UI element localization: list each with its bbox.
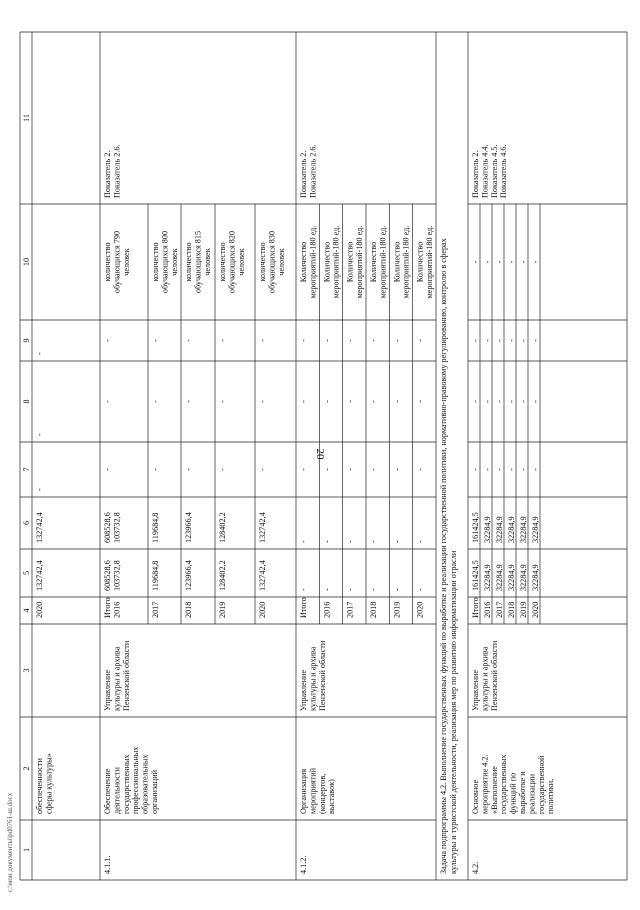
row-411-c10: обучающихся 820 — [227, 230, 237, 294]
row-412-year: 2018 — [369, 601, 378, 618]
row-42-c9: - — [519, 339, 528, 342]
row-411-number: 4.1.1. — [103, 855, 112, 874]
row-412-c8: - — [369, 400, 378, 403]
row-412-c9: - — [392, 339, 402, 342]
row-42-name: Основное — [471, 779, 480, 814]
row-412-executor: Управление — [299, 669, 308, 711]
row-411-c9: - — [103, 339, 112, 342]
row-411-c10: человек — [169, 248, 179, 276]
row-412-c8: - — [322, 400, 332, 403]
row-411-executor: Управление — [103, 669, 112, 711]
row-42-c10: - — [495, 260, 504, 264]
row-42-c5: 161424,5 — [471, 560, 480, 591]
row-412-year: 2019 — [392, 601, 402, 618]
row-411-c10: обучающихся 815 — [193, 230, 203, 294]
row-412-c10: Количество — [369, 241, 378, 283]
row-412-c6: - — [392, 540, 402, 543]
row-411-c10: количество — [258, 242, 267, 282]
row0-c6: 132742,4 — [35, 512, 44, 543]
row-412-c10: мероприятий-180 ед. — [355, 225, 365, 299]
row-42-name: государственных — [499, 754, 509, 814]
row-411-c5: 608528,6 — [103, 560, 112, 591]
row-411-c10: человек — [236, 248, 246, 276]
row-42-c8: - — [507, 400, 516, 403]
row-412-c5: - — [345, 588, 355, 591]
row-411-name: образовательных — [140, 754, 150, 814]
row-412-c10: мероприятий-180 ед. — [308, 225, 318, 299]
task-42-heading: культуры и туристской деятельности, реализация мер по развитию информатизации отрасли — [449, 550, 458, 874]
row-411-executor: Пензенской области — [121, 640, 131, 711]
row-411-c10: обучающихся 830 — [267, 230, 277, 294]
row-412-c9: - — [345, 339, 355, 342]
row-42-c10: - — [519, 260, 528, 264]
row-412-c5: - — [299, 588, 308, 591]
header-col-9: 9 — [22, 338, 31, 343]
row-411-indicators: Показатель 2. — [103, 150, 112, 198]
row0-c5: 132742,4 — [35, 560, 44, 591]
row-411-c5: 103732,8 — [112, 560, 122, 591]
row-411-c10: человек — [121, 248, 131, 276]
header-col-11: 11 — [22, 114, 31, 122]
row-42-c8: - — [519, 400, 528, 403]
row-42-name: «Выполнение — [489, 766, 499, 814]
row-42-year: 2018 — [507, 601, 516, 618]
row-411-c10: обучающихся 790 — [112, 230, 122, 294]
row-42-c8: - — [483, 400, 492, 403]
row-411-c7: - — [184, 468, 193, 471]
row-411-c9: - — [184, 339, 193, 342]
row-411-c8: - — [218, 400, 227, 403]
header-col-4: 4 — [22, 608, 31, 613]
row-42-c7: - — [519, 468, 528, 471]
row-412-c10: Количество — [299, 241, 308, 283]
row-42-year: 2016 — [483, 601, 492, 618]
header-col-8: 8 — [22, 399, 31, 404]
row-42-c6: 32284,9 — [519, 516, 528, 543]
row-42-name: мероприятие 4.2. — [480, 754, 490, 814]
row-412-c8: - — [345, 400, 355, 403]
row-412-c7: - — [322, 468, 332, 471]
row0-name: сферы культуры» — [44, 753, 54, 814]
row-412-name: выставок) — [327, 779, 337, 814]
row-411-c10: количество — [184, 242, 193, 282]
row-412-name: мероприятий — [308, 768, 318, 814]
row-412-year: 2016 — [322, 601, 332, 618]
header-col-10: 10 — [22, 257, 31, 267]
row0-c7: - — [35, 488, 44, 491]
row-42-c10: - — [507, 260, 516, 264]
row-42-c10: - — [471, 260, 480, 264]
row-411-c10: количество — [151, 242, 160, 282]
row-411-name: Обеспечение — [103, 768, 112, 814]
row-412-c7: - — [369, 468, 378, 471]
row-412-c7: - — [415, 468, 425, 471]
row-411-c6: 128402,2 — [218, 512, 227, 543]
row-412-c10: Количество — [415, 241, 425, 283]
row-411-year: 2019 — [218, 601, 227, 618]
row-411-c10: человек — [276, 248, 286, 276]
row-42-c6: 32284,9 — [483, 516, 492, 543]
row-412-c9: - — [322, 339, 332, 342]
row-412-c5: - — [322, 588, 332, 591]
row-42-c8: - — [531, 400, 540, 403]
page-number: 20 — [314, 448, 326, 460]
row-411-name: государственных — [121, 754, 131, 814]
row-411-c9: - — [258, 339, 267, 342]
row-42-year: 2020 — [531, 601, 540, 618]
row-42-c5: 32284,9 — [507, 564, 516, 591]
row-42-indicators: Показатель 4.4. — [480, 144, 490, 198]
row-412-c10: Количество — [322, 241, 332, 283]
row-412-indicators: Показатель 2. — [299, 150, 308, 198]
row-42-c5: 32284,9 — [531, 564, 540, 591]
row-42-name: функций по — [508, 772, 518, 814]
row-42-name: политики, — [546, 778, 556, 814]
row-412-c6: - — [299, 540, 308, 543]
row-42-name: выработке и — [518, 771, 527, 814]
row-42-c5: 32284,9 — [483, 564, 492, 591]
header-col-7: 7 — [22, 467, 31, 472]
row-411-year: 2016 — [112, 601, 122, 618]
row-42-c6: 161424,5 — [471, 512, 480, 543]
row-412-c10: мероприятий-180 ед. — [331, 225, 341, 299]
row-411-c6: 123966,4 — [184, 512, 193, 543]
row-412-c5: - — [392, 588, 402, 591]
row-412-name: (концертов, — [317, 773, 327, 814]
row-412-year: 2017 — [345, 601, 355, 618]
row-412-c10: Количество — [345, 241, 355, 283]
row-411-c7: - — [258, 468, 267, 471]
header-col-2: 2 — [22, 766, 31, 771]
row-411-c6: 608528,6 — [103, 512, 112, 543]
row-411-c10: человек — [202, 248, 212, 276]
row-42-c8: - — [471, 400, 480, 403]
row0-year: 2020 — [35, 601, 44, 618]
row-412-executor: Пензенской области — [317, 640, 327, 711]
row-412-c9: - — [369, 339, 378, 342]
row-411-c5: 119684,8 — [151, 560, 160, 591]
row-412-c5: - — [369, 588, 378, 591]
row-42-c6: 32284,9 — [531, 516, 540, 543]
row-42-year: 2019 — [519, 601, 528, 618]
header-col-6: 6 — [22, 520, 31, 526]
row0-name: обеспеченности — [35, 758, 44, 814]
row-42-c10: - — [483, 260, 492, 264]
row-412-c6: - — [369, 540, 378, 543]
row-42-name: реализации — [527, 773, 537, 814]
row-412-number: 4.1.2. — [299, 855, 308, 874]
row-412-c6: - — [322, 540, 332, 543]
row-42-c7: - — [531, 468, 540, 471]
row-42-c7: - — [483, 468, 492, 471]
row-411-c10: количество — [218, 242, 227, 282]
row-411-c5: 132742,4 — [258, 560, 267, 591]
row-411-c5: 128402,2 — [218, 560, 227, 591]
row-412-c9: - — [299, 339, 308, 342]
row-411-c8: - — [258, 400, 267, 403]
row-42-c5: 32284,9 — [519, 564, 528, 591]
row-411-c6: 132742,4 — [258, 512, 267, 543]
header-col-5: 5 — [22, 570, 31, 576]
row-42-indicators: Показатель 4.6. — [499, 144, 509, 198]
row-42-c6: 32284,9 — [507, 516, 516, 543]
row-412-c6: - — [415, 540, 425, 543]
row-42-executor: Пензенской области — [489, 640, 499, 711]
footer-file-path: c:\мои документы\pd0761-ш.docx — [6, 792, 14, 892]
row-411-name: организаций — [150, 770, 159, 814]
row-412-c5: - — [415, 588, 425, 591]
row-412-year: Итого — [299, 597, 308, 618]
row-42-c7: - — [507, 468, 516, 471]
row-42-indicators: Показатель 2. — [471, 150, 480, 198]
row-411-c9: - — [218, 339, 227, 342]
row-42-c9: - — [471, 339, 480, 342]
row-412-c7: - — [299, 468, 308, 471]
row-411-year: 2017 — [151, 601, 160, 618]
row-411-year: 2018 — [184, 601, 193, 618]
row-42-c10: - — [531, 260, 540, 264]
row-412-c10: Количество — [392, 241, 402, 283]
row-411-c6: 119684,8 — [151, 512, 160, 543]
header-col-1: 1 — [22, 847, 31, 853]
row-42-c7: - — [495, 468, 504, 471]
row-411-c8: - — [103, 400, 112, 403]
row-42-year: Итого — [471, 597, 480, 618]
row-412-c6: - — [345, 540, 355, 543]
row-412-name: Организация — [299, 768, 308, 814]
row-411-c7: - — [151, 468, 160, 471]
row-412-year: 2020 — [415, 601, 425, 618]
row-412-c8: - — [392, 400, 402, 403]
row-42-c6: 32284,9 — [495, 516, 504, 543]
row-411-c9: - — [151, 339, 160, 342]
row-412-c10: мероприятий-180 ед. — [401, 225, 411, 299]
row-42-executor: культуры и архива — [480, 646, 490, 711]
row-42-indicators: Показатель 4.5. — [489, 144, 499, 198]
row-411-executor: культуры и архива — [112, 646, 122, 711]
row-411-year: 2020 — [258, 601, 267, 618]
row-412-indicators: Показатель 2.6. — [308, 144, 318, 198]
row-411-year: Итого — [103, 597, 112, 618]
row-411-c8: - — [184, 400, 193, 403]
header-col-3: 3 — [22, 668, 31, 673]
row-411-c10: количество — [103, 242, 112, 282]
row-411-c8: - — [151, 400, 160, 403]
row-412-executor: культуры и архива — [308, 646, 318, 711]
row-412-c10: мероприятий-180 ед. — [378, 225, 388, 299]
task-42-heading: Задача подпрограммы 4.2. Выполнение государственных функций по выработке и реализации государственной политики, нормативно-правовому регулированию, контролю в сферах — [439, 238, 448, 874]
row-411-c7: - — [218, 468, 227, 471]
row0-c8: - — [35, 433, 44, 436]
row-412-c9: - — [415, 339, 425, 342]
row-412-c8: - — [299, 400, 308, 403]
row-42-c9: - — [507, 339, 516, 342]
row-42-number: 4.2. — [471, 861, 480, 874]
row-412-c7: - — [345, 468, 355, 471]
row-411-c7: - — [103, 468, 112, 471]
row-411-c10: обучающихся 800 — [160, 230, 170, 294]
row-42-c9: - — [531, 339, 540, 342]
row-411-c5: 123966,4 — [184, 560, 193, 591]
row0-c9: - — [35, 352, 44, 355]
row-42-c9: - — [495, 339, 504, 342]
row-411-c6: 103732,8 — [112, 512, 122, 543]
row-42-executor: Управление — [471, 669, 480, 711]
row-42-c5: 32284,9 — [495, 564, 504, 591]
row-411-name: деятельности — [112, 767, 122, 814]
row-412-c7: - — [392, 468, 402, 471]
row-411-indicators: Показатель 2.6. — [112, 144, 122, 198]
row-42-c7: - — [471, 468, 480, 471]
row-42-c9: - — [483, 339, 492, 342]
row-42-name: государственной — [536, 755, 546, 814]
row-411-name: профессиональных — [131, 746, 141, 814]
row-412-c10: мероприятий-180 ед. — [425, 225, 435, 299]
row-42-year: 2017 — [495, 601, 504, 618]
row-412-c8: - — [415, 400, 425, 403]
row-42-c8: - — [495, 400, 504, 403]
